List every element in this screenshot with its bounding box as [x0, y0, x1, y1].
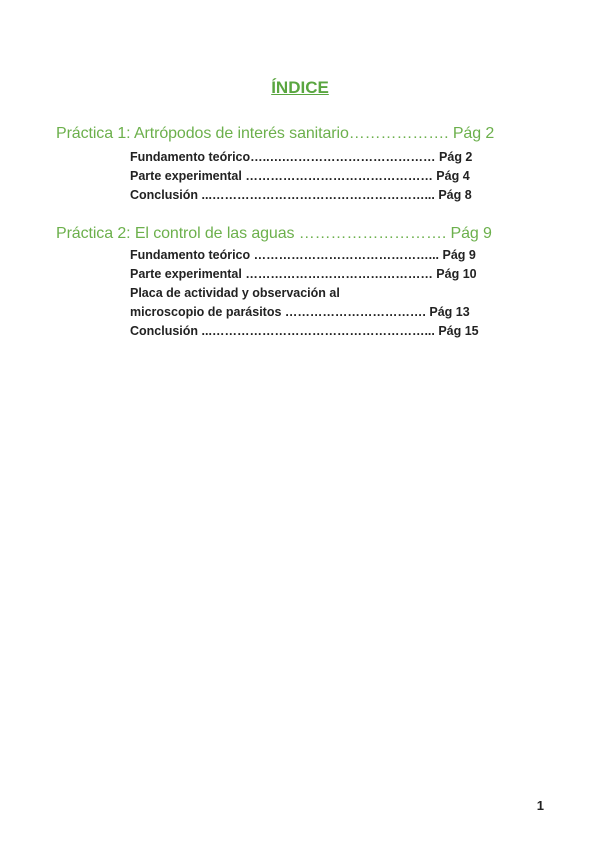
section-entries-practica-1	[130, 148, 550, 205]
page-number: 1	[536, 798, 544, 813]
toc-entry-parte-experimental: Parte experimental ……………………………………… Pág 10	[130, 267, 477, 281]
toc-entry-placa-actividad-line-2: microscopio de parásitos ……………………………. Pág 13	[130, 305, 470, 319]
toc-entry-fundamento-teorico: Fundamento teórico ……………………………………... Pág 9	[130, 248, 476, 262]
section-heading-practica-1: Práctica 1: Artrópodos de interés sanitario………………. Pág 2	[56, 125, 495, 142]
toc-entry-conclusion: Conclusión ...……………………………………………... Pág 15	[130, 324, 479, 338]
toc-entry-conclusion: Conclusión ...……………………………………………... Pág 8	[130, 188, 472, 202]
section-entries-practica-2	[130, 246, 550, 341]
toc-entry-fundamento-teorico: Fundamento teórico…..….……………………………… Pág 2	[130, 150, 473, 164]
section-heading-practica-2: Práctica 2: El control de las aguas ………………………. Pág 9	[56, 225, 492, 242]
index-title: ÍNDICE	[271, 78, 329, 97]
toc-entry-parte-experimental: Parte experimental ……………………………………… Pág 4	[130, 169, 470, 183]
toc-entry-placa-actividad-line-1: Placa de actividad y observación al	[130, 286, 340, 300]
